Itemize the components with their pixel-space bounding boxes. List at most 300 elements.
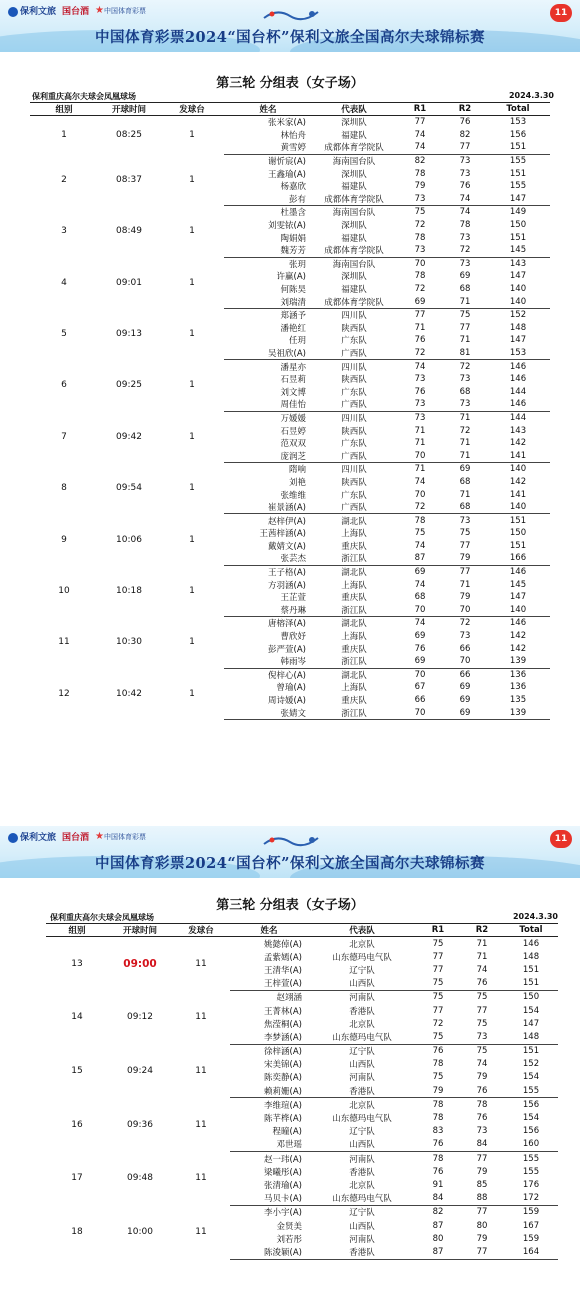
team-name: 山东德玛电气队	[332, 1114, 392, 1125]
total-score: 147	[522, 1018, 540, 1029]
team-name: 广西队	[312, 347, 396, 360]
team-name: 河南队	[349, 1073, 375, 1084]
column-header: 开球时间	[98, 103, 160, 116]
round2-score: 75	[476, 1018, 488, 1029]
team-name: 北京队	[349, 1019, 375, 1030]
team-name: 上海队	[341, 580, 367, 591]
total-score: 164	[504, 1245, 558, 1259]
column-header: 发球台	[160, 103, 224, 116]
round2-score: 73	[459, 168, 471, 179]
column-header: R1	[396, 103, 444, 116]
total-score: 153	[486, 347, 550, 360]
round1-score: 78	[414, 515, 426, 526]
player-name: 潘星亦	[280, 362, 306, 373]
group-block	[46, 1044, 558, 1098]
group-block	[46, 990, 558, 1044]
player-name: 任玥	[288, 336, 306, 347]
round1-score: 76	[432, 1166, 444, 1177]
round1-score: 74	[414, 476, 426, 487]
sheet-page-2	[0, 826, 580, 1292]
tee-time: 09:48	[127, 1173, 153, 1184]
round2-score: 73	[476, 1126, 488, 1137]
round2-score: 77	[459, 567, 471, 578]
round2-score: 71	[444, 295, 486, 308]
team-name: 辽宁队	[349, 1047, 375, 1058]
tee-number: 11	[195, 1119, 207, 1130]
player-name: 梁曦彤(A)	[264, 1167, 302, 1178]
round1-score: 71	[414, 464, 426, 475]
player-name: 李梦涵(A)	[230, 1030, 308, 1044]
round1-score: 84	[416, 1192, 460, 1206]
tee-time: 08:37	[116, 174, 142, 185]
round2-score: 76	[460, 977, 504, 991]
group-block	[30, 308, 550, 359]
total-score: 156	[509, 129, 527, 140]
round2-score: 77	[476, 1207, 488, 1218]
round2-score: 73	[459, 515, 471, 526]
round2-score: 79	[476, 1166, 488, 1177]
round2-score: 71	[476, 938, 488, 949]
total-score: 151	[509, 540, 527, 551]
round2-score: 75	[459, 310, 471, 321]
team-name: 香港队	[349, 1167, 375, 1178]
round2-score: 68	[459, 386, 471, 397]
team-name: 上海队	[341, 632, 367, 643]
round2-score: 88	[460, 1192, 504, 1206]
total-score: 147	[509, 592, 527, 603]
team-name: 陕西队	[341, 375, 367, 386]
round2-score: 82	[459, 129, 471, 140]
round1-score: 71	[414, 425, 426, 436]
group-number: 2	[61, 174, 67, 185]
total-score: 140	[486, 501, 550, 514]
round1-score: 75	[416, 977, 460, 991]
tee-number: 11	[195, 1065, 207, 1076]
total-score: 148	[504, 1030, 558, 1044]
player-name: 唐榕泽(A)	[268, 619, 306, 630]
total-score: 156	[522, 1126, 540, 1137]
table-row	[30, 154, 550, 167]
round1-score: 78	[414, 232, 426, 243]
player-name: 戴婧文(A)	[268, 541, 306, 552]
total-score: 148	[522, 951, 540, 962]
player-name: 庞润芝	[224, 449, 312, 462]
player-name: 孟紫嫣(A)	[264, 952, 302, 963]
round1-score: 74	[414, 129, 426, 140]
tee-number: 11	[195, 1227, 207, 1238]
team-name: 辽宁队	[349, 1127, 375, 1138]
tee-number: 1	[189, 277, 195, 288]
round1-score: 75	[414, 528, 426, 539]
round2-score: 77	[459, 322, 471, 333]
player-name: 马贝卡(A)	[230, 1192, 308, 1206]
player-name: 谢忻宸(A)	[268, 157, 306, 168]
player-name: 曹欣妤	[280, 632, 306, 643]
team-name: 山东德玛电气队	[332, 952, 392, 963]
round1-score: 78	[414, 168, 426, 179]
player-name: 王芷萱	[280, 593, 306, 604]
player-name: 刘若彤	[276, 1234, 302, 1245]
group-number: 18	[71, 1227, 83, 1238]
group-number: 10	[58, 585, 70, 596]
player-name: 王菁林(A)	[264, 1006, 302, 1017]
round2-score: 71	[444, 449, 486, 462]
team-name: 浙江队	[312, 706, 396, 719]
player-name: 倪梓心(A)	[268, 670, 306, 681]
total-score: 151	[509, 515, 527, 526]
total-score: 147	[509, 335, 527, 346]
round2-score: 72	[444, 244, 486, 257]
player-name: 郑涵予	[280, 311, 306, 322]
team-name: 深圳队	[341, 169, 367, 180]
total-score: 150	[522, 992, 540, 1003]
team-name: 重庆队	[341, 593, 367, 604]
team-name: 四川队	[341, 465, 367, 476]
round2-score: 68	[459, 284, 471, 295]
group-number: 3	[61, 226, 67, 237]
total-score: 141	[486, 449, 550, 462]
player-name: 崔景涵(A)	[224, 501, 312, 514]
player-name: 赵梓伊(A)	[268, 516, 306, 527]
player-name: 刘艳	[288, 477, 306, 488]
tee-number: 1	[189, 688, 195, 699]
group-block	[30, 257, 550, 308]
round2-score: 73	[459, 232, 471, 243]
table-row	[30, 463, 550, 476]
round1-score: 82	[414, 156, 426, 167]
round1-score: 77	[414, 310, 426, 321]
tee-time: 10:18	[116, 585, 142, 596]
team-name: 广西队	[312, 449, 396, 462]
round1-score: 69	[396, 655, 444, 668]
team-name: 四川队	[341, 413, 367, 424]
player-name: 石昱莉	[280, 375, 306, 386]
team-name: 浙江队	[312, 604, 396, 617]
round1-score: 78	[414, 271, 426, 282]
column-header: 姓名	[230, 924, 308, 937]
total-score: 151	[522, 1046, 540, 1057]
round2-score: 78	[459, 220, 471, 231]
round1-score: 74	[414, 540, 426, 551]
round1-score: 76	[416, 1138, 460, 1152]
team-name: 辽宁队	[349, 965, 375, 976]
round2-score: 79	[459, 592, 471, 603]
round1-score: 80	[432, 1233, 444, 1244]
round1-score: 70	[414, 489, 426, 500]
round2-score: 71	[459, 412, 471, 423]
round2-score: 84	[460, 1138, 504, 1152]
grouping-table-1	[30, 102, 550, 720]
event-badge-icon: 11	[550, 830, 572, 848]
date: 2024.3.30	[512, 912, 558, 921]
column-header: 姓名	[224, 103, 312, 116]
team-name: 山西队	[349, 1060, 375, 1071]
group-number: 9	[61, 534, 67, 545]
total-score: 153	[509, 117, 527, 128]
total-score: 140	[509, 284, 527, 295]
total-score: 136	[509, 682, 527, 693]
tee-time: 10:30	[116, 637, 142, 648]
column-header: 组别	[46, 924, 108, 937]
round2-score: 68	[444, 501, 486, 514]
total-score: 140	[486, 604, 550, 617]
player-name: 邓世瑶	[230, 1138, 308, 1152]
player-name: 刘雯铱(A)	[268, 221, 306, 232]
round1-score: 70	[396, 449, 444, 462]
round2-score: 76	[459, 117, 471, 128]
tee-time: 10:00	[127, 1227, 153, 1238]
total-score: 143	[509, 425, 527, 436]
team-name: 重庆队	[341, 644, 367, 655]
team-name: 北京队	[349, 1100, 375, 1111]
total-score: 145	[486, 244, 550, 257]
table-row	[46, 1152, 558, 1166]
group-block	[30, 565, 550, 616]
round2-score: 69	[459, 464, 471, 475]
round2-score: 69	[459, 271, 471, 282]
table-row	[30, 565, 550, 578]
group-number: 11	[58, 637, 70, 648]
player-name: 王梓萱(A)	[230, 977, 308, 991]
poly-logo: 保利文旅	[8, 4, 56, 17]
table-row	[30, 257, 550, 270]
player-name: 张玥	[288, 259, 306, 270]
group-block	[30, 154, 550, 205]
team-name: 深圳队	[341, 118, 367, 129]
banner-title: 中国体育彩票2024“国台杯”保利文旅全国高尔夫球锦标赛	[94, 29, 486, 46]
tee-number: 1	[189, 174, 195, 185]
group-block	[30, 116, 550, 155]
player-name: 刘文博	[280, 387, 306, 398]
total-score: 151	[509, 168, 527, 179]
player-name: 潘艳红	[280, 323, 306, 334]
round2-score: 68	[459, 476, 471, 487]
total-score: 152	[509, 310, 527, 321]
group-block	[30, 617, 550, 668]
round1-score: 73	[396, 244, 444, 257]
round2-score: 73	[459, 374, 471, 385]
team-name: 深圳队	[341, 221, 367, 232]
round1-score: 76	[414, 386, 426, 397]
tee-time: 09:00	[123, 957, 157, 970]
total-score: 166	[486, 552, 550, 565]
team-name: 成都体育学院队	[312, 193, 396, 206]
table-row	[30, 206, 550, 219]
total-score: 155	[509, 181, 527, 192]
team-name: 福建队	[341, 182, 367, 193]
venue: 保利重庆高尔夫球会凤凰球场	[50, 913, 154, 922]
team-name: 湖北队	[341, 568, 367, 579]
round2-score: 74	[459, 207, 471, 218]
column-header: 代表队	[308, 924, 416, 937]
round1-score: 87	[416, 1245, 460, 1259]
total-score: 176	[522, 1179, 540, 1190]
tee-number: 1	[189, 130, 195, 141]
total-score: 154	[522, 1113, 540, 1124]
player-name: 王子格(A)	[268, 568, 306, 579]
round2-score: 69	[459, 682, 471, 693]
total-score: 147	[509, 271, 527, 282]
team-name: 北京队	[349, 1180, 375, 1191]
round1-score: 71	[414, 438, 426, 449]
total-score: 154	[522, 1005, 540, 1016]
tee-number: 1	[189, 534, 195, 545]
team-name: 深圳队	[341, 272, 367, 283]
team-name: 河南队	[349, 1234, 375, 1245]
column-header: 发球台	[172, 924, 230, 937]
total-score: 142	[509, 476, 527, 487]
team-name: 香港队	[308, 1245, 416, 1259]
player-name: 曾瑜(A)	[276, 683, 306, 694]
table-row	[30, 360, 550, 373]
total-score: 140	[509, 464, 527, 475]
total-score: 150	[509, 220, 527, 231]
round2-score: 74	[444, 193, 486, 206]
total-score: 160	[504, 1138, 558, 1152]
group-number: 5	[61, 329, 67, 340]
group-number: 6	[61, 380, 67, 391]
player-name: 王茜梓涵(A)	[259, 529, 306, 540]
round1-score: 78	[432, 1059, 444, 1070]
date: 2024.3.30	[508, 91, 554, 100]
round2-score: 75	[476, 992, 488, 1003]
total-score: 139	[486, 655, 550, 668]
round1-score: 70	[396, 604, 444, 617]
venue: 保利重庆高尔夫球会凤凰球场	[32, 92, 136, 101]
player-name: 万媛媛	[280, 413, 306, 424]
group-block	[46, 1152, 558, 1206]
team-name: 浙江队	[312, 552, 396, 565]
round2-score: 73	[460, 1030, 504, 1044]
banner	[0, 826, 580, 878]
player-name: 陶娟娟	[280, 233, 306, 244]
player-name: 陈奕静(A)	[264, 1073, 302, 1084]
team-name: 陕西队	[341, 323, 367, 334]
total-score: 151	[486, 141, 550, 154]
total-score: 154	[522, 1072, 540, 1083]
total-score: 159	[522, 1207, 540, 1218]
player-name: 周佳怡	[224, 398, 312, 411]
round2-score: 75	[476, 1046, 488, 1057]
round1-score: 78	[432, 1153, 444, 1164]
round2-score: 71	[459, 579, 471, 590]
player-name: 韩雨岑	[224, 655, 312, 668]
player-name: 吴祖欣(A)	[224, 347, 312, 360]
round2-score: 74	[476, 1059, 488, 1070]
column-header: Total	[486, 103, 550, 116]
round1-score: 83	[432, 1126, 444, 1137]
round2-score: 73	[459, 258, 471, 269]
player-name: 宋美锦(A)	[264, 1060, 302, 1071]
round1-score: 77	[432, 951, 444, 962]
lottery-logo: ★中国体育彩票	[95, 831, 146, 842]
round2-score: 70	[444, 655, 486, 668]
round1-score: 74	[396, 141, 444, 154]
total-score: 167	[522, 1220, 540, 1231]
tee-time: 09:12	[127, 1012, 153, 1023]
team-name: 山东德玛电气队	[308, 1192, 416, 1206]
column-header: R2	[444, 103, 486, 116]
round1-score: 67	[414, 682, 426, 693]
golf-artwork-icon	[262, 832, 322, 848]
round2-score: 72	[459, 361, 471, 372]
player-name: 金贤美	[276, 1221, 302, 1232]
tee-time: 09:54	[116, 483, 142, 494]
round1-score: 91	[432, 1179, 444, 1190]
round2-score: 81	[444, 347, 486, 360]
round2-score: 80	[476, 1220, 488, 1231]
round1-score: 72	[432, 1018, 444, 1029]
round2-score: 69	[459, 695, 471, 706]
total-score: 136	[509, 669, 527, 680]
total-score: 143	[509, 258, 527, 269]
table-row	[30, 617, 550, 630]
round1-score: 66	[414, 695, 426, 706]
round2-score: 72	[459, 618, 471, 629]
group-number: 14	[71, 1012, 83, 1023]
player-name: 徐梓涵(A)	[264, 1047, 302, 1058]
team-name: 辽宁队	[349, 1208, 375, 1219]
player-name: 彭严萱(A)	[268, 644, 306, 655]
round2-score: 72	[459, 425, 471, 436]
team-name: 上海队	[341, 683, 367, 694]
team-name: 广东队	[341, 336, 367, 347]
tee-number: 1	[189, 329, 195, 340]
player-name: 陈芊桦(A)	[264, 1114, 302, 1125]
group-number: 7	[61, 431, 67, 442]
tee-number: 11	[195, 958, 207, 969]
round1-score: 72	[396, 501, 444, 514]
round1-score: 74	[414, 618, 426, 629]
round2-score: 74	[476, 964, 488, 975]
sheet-title: 第三轮 分组表（女子场）	[216, 76, 364, 91]
team-name: 福建队	[341, 233, 367, 244]
player-name: 刘瑞清	[224, 295, 312, 308]
poly-logo: 保利文旅	[8, 830, 56, 843]
group-block	[30, 668, 550, 719]
team-name: 山西队	[308, 977, 416, 991]
event-badge-icon: 11	[550, 4, 572, 22]
player-name: 赵一玮(A)	[264, 1154, 302, 1165]
team-name: 北京队	[349, 939, 375, 950]
player-name: 魏芳芳	[224, 244, 312, 257]
round2-score: 73	[459, 631, 471, 642]
round2-score: 79	[476, 1072, 488, 1083]
round2-score: 75	[459, 528, 471, 539]
tee-number: 1	[189, 431, 195, 442]
total-score: 144	[509, 386, 527, 397]
round1-score: 68	[414, 592, 426, 603]
total-score: 151	[509, 232, 527, 243]
total-score: 146	[509, 361, 527, 372]
total-score: 139	[486, 706, 550, 719]
team-name: 海南国台队	[332, 208, 376, 219]
group-block	[30, 411, 550, 462]
team-name: 海南国台队	[332, 259, 376, 270]
team-name: 广东队	[341, 490, 367, 501]
round2-score: 71	[459, 438, 471, 449]
sponsor-logos	[8, 4, 146, 17]
tee-time: 08:25	[116, 130, 142, 141]
round2-score: 73	[459, 156, 471, 167]
team-name: 湖北队	[341, 516, 367, 527]
player-name: 隋响	[288, 465, 306, 476]
total-score: 141	[509, 489, 527, 500]
tee-time: 09:24	[127, 1065, 153, 1076]
total-score: 146	[522, 938, 540, 949]
total-score: 150	[509, 528, 527, 539]
banner-title: 中国体育彩票2024“国台杯”保利文旅全国高尔夫球锦标赛	[94, 855, 486, 872]
